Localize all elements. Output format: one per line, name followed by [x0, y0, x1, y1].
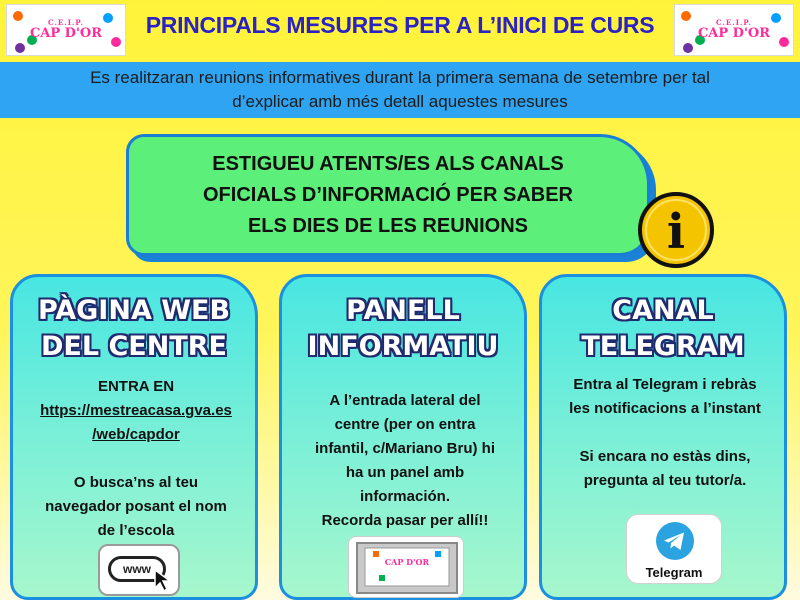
info-icon [636, 190, 716, 270]
panel-image-graphic [355, 541, 459, 595]
card-body: A l’entrada lateral del centre (per on entra infantil, c/Mariano Bru) hi ha un panel amb información. Recorda pasar per allí!! [314, 392, 495, 529]
svg-text:CAP D'OR: CAP D'OR [384, 557, 430, 567]
logo-text: C.E.I.P. CAP D'OR [29, 18, 103, 41]
notice-line: OFICIALS D’INFORMACIÓ PER SABER [202, 183, 573, 206]
svg-text:i: i [666, 204, 686, 260]
www-button[interactable] [98, 544, 180, 596]
telegram-button[interactable] [626, 514, 722, 584]
cursor-icon [152, 568, 178, 594]
info-panel-image [348, 536, 464, 598]
card-title: PÀGINA WEB DEL CENTRE [37, 295, 231, 362]
card-body: ENTRA EN https://mestreacasa.gva.es /web/capdor O busca’ns al teu navegador posant el nom de l’escola [19, 375, 253, 543]
card-title: PANELL INFORMATIU [307, 295, 499, 362]
banner-line: Es realitzaran reunions informatives durant la primera semana de setembre per tal [90, 68, 710, 87]
www-label: www [108, 556, 166, 582]
info-banner [0, 62, 800, 118]
telegram-label: Telegram [645, 565, 703, 580]
school-logo-left [6, 4, 126, 56]
page-title: PRINCIPALS MESURES PER A L’INICI DE CURS [145, 12, 655, 38]
telegram-icon [655, 521, 695, 561]
school-logo-right [674, 4, 794, 56]
website-link[interactable]: https://mestreacasa.gva.es [40, 402, 232, 419]
notice-box [126, 134, 650, 256]
notice-line: ELS DIES DE LES REUNIONS [247, 214, 529, 237]
notice-line: ESTIGUEU ATENTS/ES ALS CANALS [212, 152, 564, 175]
banner-line: d’explicar amb més detall aquestes mesures [232, 92, 568, 111]
logo-text: C.E.I.P. CAP D'OR [697, 18, 771, 41]
card-body: Entra al Telegram i rebràs les notificacions a l’instant Si encara no estàs dins, pregunta al teu tutor/a. [569, 376, 761, 489]
website-link-path[interactable]: /web/capdor [92, 426, 180, 443]
card-title: CANAL TELEGRAM [581, 295, 745, 362]
